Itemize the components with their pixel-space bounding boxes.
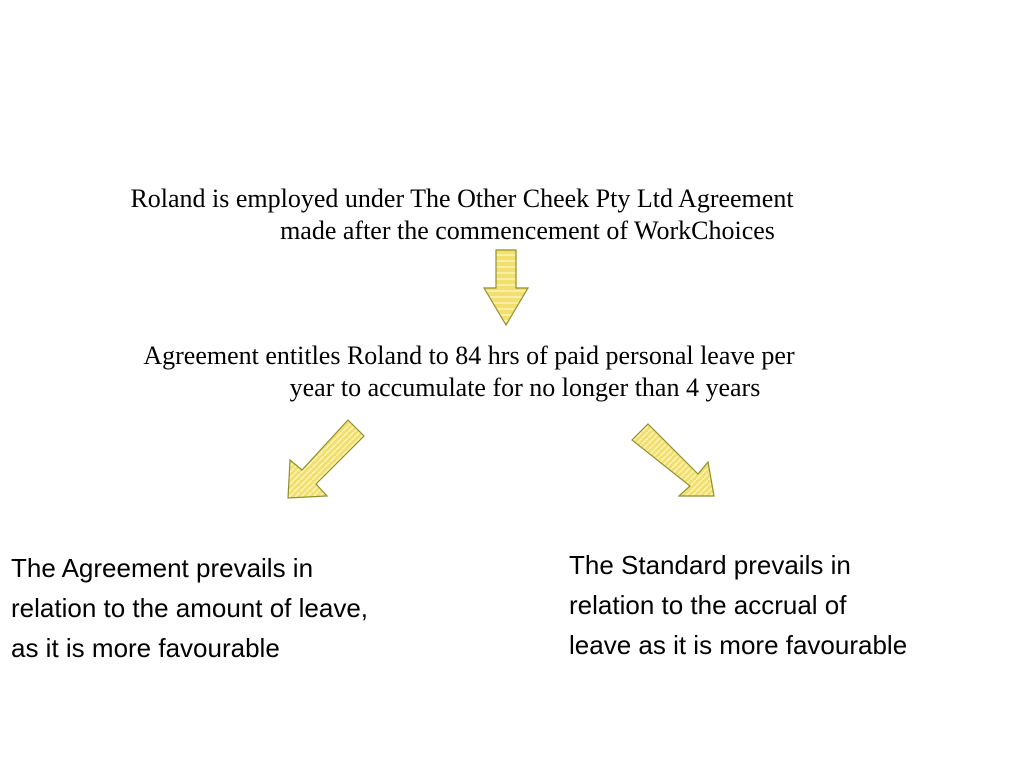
outcome-right-line-3: leave as it is more favourable — [569, 630, 908, 660]
outcome-right-line-2: relation to the accrual of — [569, 590, 847, 620]
premise-employment — [0, 183, 1024, 247]
outcome-right-line-1: The Standard prevails in — [569, 550, 851, 580]
premise-leave-line-2: year to accumulate for no longer than 4 years — [289, 373, 761, 402]
outcome-left-line-3: as it is more favourable — [11, 633, 280, 663]
down-arrow-icon — [484, 250, 528, 325]
outcome-standard-prevails — [569, 545, 907, 665]
down-left-arrow-icon — [288, 420, 364, 498]
down-right-arrow-icon — [632, 424, 714, 496]
outcome-agreement-prevails — [11, 548, 368, 668]
outcome-left-line-1: The Agreement prevails in — [11, 553, 314, 583]
premise-leave-line-1: Agreement entitles Roland to 84 hrs of paid personal leave per — [143, 341, 795, 370]
premise-leave-entitlement — [0, 340, 1024, 404]
premise-employment-line-2: made after the commencement of WorkChoices — [280, 216, 775, 245]
outcome-left-line-2: relation to the amount of leave, — [11, 593, 369, 623]
premise-employment-line-1: Roland is employed under The Other Cheek Pty Ltd Agreement — [130, 184, 794, 213]
